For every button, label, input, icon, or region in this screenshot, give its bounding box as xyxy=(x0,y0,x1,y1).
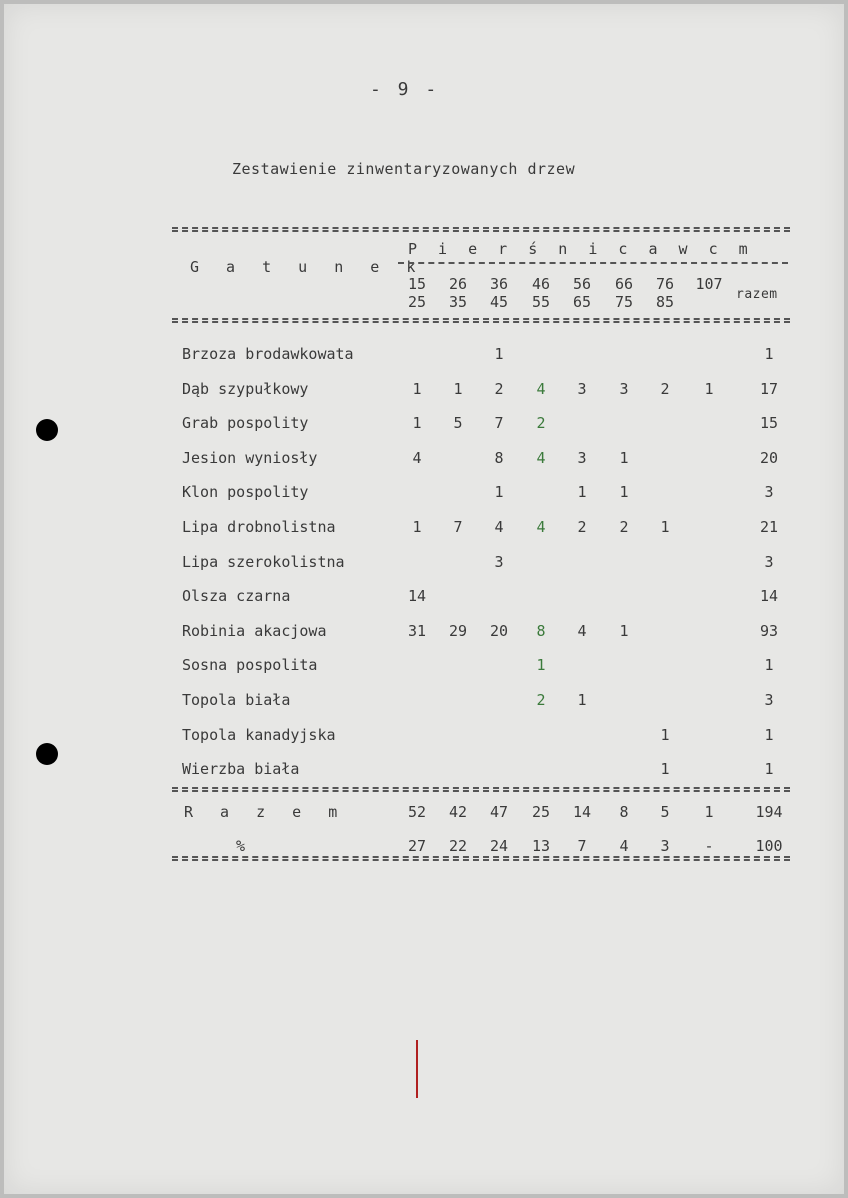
summary-cell: 24 xyxy=(489,837,509,855)
species-name: Klon pospolity xyxy=(182,483,309,502)
sum-label: R a z e m xyxy=(184,803,347,821)
punch-hole xyxy=(36,419,58,441)
summary-cell: 13 xyxy=(531,837,551,855)
table-cell: 2 xyxy=(577,518,587,536)
table-cell: 3 xyxy=(577,379,587,398)
red-mark xyxy=(416,1040,418,1098)
summary-cell: 3 xyxy=(660,837,670,855)
species-name: Grab pospolity xyxy=(182,414,309,433)
table-cell: 8 xyxy=(494,448,504,467)
table-cell: 14 xyxy=(407,587,427,606)
summary-cell: 14 xyxy=(572,803,592,821)
table-top-rule xyxy=(172,227,790,232)
range-start: 46 xyxy=(531,275,551,293)
range-end: 55 xyxy=(531,293,551,311)
summary-cell: 47 xyxy=(489,803,509,821)
species-name: Olsza czarna xyxy=(182,587,291,606)
table-cell: 1 xyxy=(619,448,629,467)
table-cell: 1 xyxy=(412,379,422,398)
summary-cell: 42 xyxy=(448,803,468,821)
species-name: Robinia akacjowa xyxy=(182,621,327,640)
summary-cell: 52 xyxy=(407,803,427,821)
species-name: Lipa szerokolistna xyxy=(182,552,345,571)
table-cell: 31 xyxy=(407,621,427,640)
range-end: 25 xyxy=(407,293,427,311)
table-cell: 1 xyxy=(453,379,463,398)
table-cell: 1 xyxy=(494,345,504,363)
summary-cell: 5 xyxy=(660,803,670,821)
species-name: Lipa drobnolistna xyxy=(182,518,336,536)
range-start: 107 xyxy=(695,275,723,293)
table-cell: 2 xyxy=(660,379,670,398)
row-total: 1 xyxy=(764,345,774,363)
row-total: 3 xyxy=(764,552,774,571)
table-cell: 4 xyxy=(412,448,422,467)
table-cell: 3 xyxy=(619,379,629,398)
table-cell: 3 xyxy=(577,448,587,467)
table-cell: 2 xyxy=(619,518,629,536)
table-cell: 2 xyxy=(536,691,546,709)
range-end: 75 xyxy=(614,293,634,311)
measure-header: P i e r ś n i c a w c m xyxy=(408,240,754,258)
species-name: Topola kanadyjska xyxy=(182,725,336,744)
table-cell: 1 xyxy=(536,656,546,675)
summary-cell: 4 xyxy=(619,837,629,855)
table-cell: 1 xyxy=(660,760,670,779)
table-cell: 1 xyxy=(660,518,670,536)
table-cell: 1 xyxy=(660,725,670,744)
range-start: 26 xyxy=(448,275,468,293)
header-bottom-rule xyxy=(172,318,790,323)
table-cell: 1 xyxy=(577,483,587,502)
species-name: Topola biała xyxy=(182,691,291,709)
row-total: 1 xyxy=(764,725,774,744)
summary-cell: 1 xyxy=(704,803,714,821)
species-name: Dąb szypułkowy xyxy=(182,379,309,398)
summary-cell: 7 xyxy=(577,837,587,855)
row-total: 3 xyxy=(764,691,774,709)
document-title: Zestawienie zinwentaryzowanych drzew xyxy=(232,160,576,178)
species-name: Jesion wyniosły xyxy=(182,448,318,467)
range-start: 15 xyxy=(407,275,427,293)
row-total: 21 xyxy=(759,518,779,536)
table-cell: 7 xyxy=(494,414,504,433)
species-name: Brzoza brodawkowata xyxy=(182,345,354,363)
table-cell: 7 xyxy=(453,518,463,536)
row-total: 93 xyxy=(759,621,779,640)
page-number: - 9 - xyxy=(370,79,440,100)
range-start: 76 xyxy=(655,275,675,293)
row-total: 17 xyxy=(759,379,779,398)
species-name: Sosna pospolita xyxy=(182,656,318,675)
table-cell: 4 xyxy=(536,379,546,398)
range-end: 65 xyxy=(572,293,592,311)
row-total: 1 xyxy=(764,656,774,675)
table-cell: 1 xyxy=(412,414,422,433)
table-cell: 4 xyxy=(536,448,546,467)
punch-hole xyxy=(36,743,58,765)
table-cell: 3 xyxy=(494,552,504,571)
row-total: 20 xyxy=(759,448,779,467)
table-bottom-rule xyxy=(172,856,790,861)
table-cell: 2 xyxy=(536,414,546,433)
percent-label: % xyxy=(236,837,246,855)
row-total: 15 xyxy=(759,414,779,433)
table-cell: 1 xyxy=(412,518,422,536)
species-header: G a t u n e k xyxy=(190,258,425,276)
table-cell: 29 xyxy=(448,621,468,640)
species-name: Wierzba biała xyxy=(182,760,300,779)
summary-cell: 8 xyxy=(619,803,629,821)
summary-top-rule xyxy=(172,787,790,792)
table-cell: 4 xyxy=(494,518,504,536)
summary-total: 100 xyxy=(755,837,783,855)
range-end: 45 xyxy=(489,293,509,311)
measure-underline xyxy=(398,262,788,264)
table-cell: 4 xyxy=(536,518,546,536)
summary-cell: 27 xyxy=(407,837,427,855)
summary-cell: 25 xyxy=(531,803,551,821)
summary-cell: - xyxy=(704,837,714,855)
row-total: 3 xyxy=(764,483,774,502)
table-cell: 1 xyxy=(494,483,504,502)
table-cell: 2 xyxy=(494,379,504,398)
table-cell: 1 xyxy=(619,621,629,640)
table-cell: 1 xyxy=(619,483,629,502)
table-cell: 8 xyxy=(536,621,546,640)
range-end: 85 xyxy=(655,293,675,311)
summary-cell: 22 xyxy=(448,837,468,855)
range-start: 66 xyxy=(614,275,634,293)
range-start: 36 xyxy=(489,275,509,293)
table-cell: 20 xyxy=(489,621,509,640)
table-cell: 1 xyxy=(704,379,714,398)
range-end: 35 xyxy=(448,293,468,311)
summary-total: 194 xyxy=(755,803,783,821)
row-total: 1 xyxy=(764,760,774,779)
total-header: razem xyxy=(736,287,778,302)
table-cell: 1 xyxy=(577,691,587,709)
table-cell: 5 xyxy=(453,414,463,433)
range-start: 56 xyxy=(572,275,592,293)
row-total: 14 xyxy=(759,587,779,606)
table-cell: 4 xyxy=(577,621,587,640)
